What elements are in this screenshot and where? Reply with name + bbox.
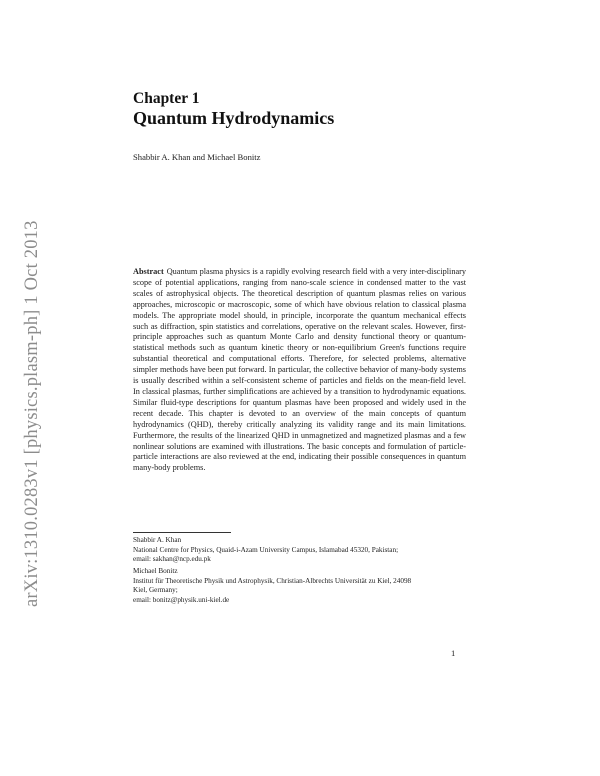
affiliation-name: Michael Bonitz <box>133 567 178 575</box>
affiliation-institute: Institut für Theoretische Physik und Astrophysik, Christian-Albrechts Universität zu Kiel, 24098 <box>133 576 412 585</box>
affiliation-email: email: bonitz@physik.uni-kiel.de <box>133 595 230 604</box>
chapter-title: Quantum Hydrodynamics <box>133 108 335 128</box>
author-line: Shabbir A. Khan and Michael Bonitz <box>133 152 261 162</box>
page-number: 1 <box>451 648 456 658</box>
abstract-label: Abstract <box>133 267 164 276</box>
affiliation-block-bonitz <box>133 567 473 605</box>
affiliation-block-khan <box>133 536 473 565</box>
affiliation-name: Shabbir A. Khan <box>133 536 182 544</box>
affiliation-institute: National Centre for Physics, Quaid-i-Azam University Campus, Islamabad 45320, Pakistan; <box>133 545 399 554</box>
chapter-label: Chapter 1 <box>133 90 200 107</box>
affiliation-email: email: sakhan@ncp.edu.pk <box>133 555 211 564</box>
abstract-text: Quantum plasma physics is a rapidly evolving research field with a very inter-disciplinary scope of potential applications, ranging from nano-scale science in condensed matter to the vast scales of astrophysical objects. The theoretical description of quantum plasmas relies on various approaches, microscopic or macroscopic, some of which have obvious relation to classical plasma models. The appropriate model should, in principle, incorporate the quantum mechanical effects such as diffraction, spin statistics and correlations, operative on the relevant scales. However, first-principle approaches such as quantum Monte Carlo and density functional theory or quantum-statistical methods such as quantum kinetic theory or non-equilibrium Green's functions require substantial theoretical and computational efforts. Therefore, for selected problems, alternative simpler methods have been put forward. In particular, the collective behavior of many-body systems is usually described within a self-consistent scheme of particles and fields on the mean-field level. In classical plasmas, further simplifications are achieved by a transition to hydrodynamic equations. Similar fluid-type descriptions for quantum plasmas have been proposed and widely used in the recent decade. This chapter is devoted to an overview of the main concepts of quantum hydrodynamics (QHD), thereby critically analyzing its validity range and its main limitations. Furthermore, the results of the linearized QHD in unmagnetized and magnetized plasmas and a few nonlinear solutions are examined with illustrations. The basic concepts and formulation of particle-particle interactions are also reviewed at the end, indicating their possible consequences in quantum many-body problems. <box>133 267 466 473</box>
abstract-paragraph <box>133 267 466 474</box>
affiliation-address: Kiel, Germany; <box>133 586 178 595</box>
arxiv-identifier-stamp: arXiv:1310.0283v1 [physics.plasm-ph] 1 Oct 2013 <box>22 220 42 607</box>
footnote-divider <box>133 532 231 533</box>
